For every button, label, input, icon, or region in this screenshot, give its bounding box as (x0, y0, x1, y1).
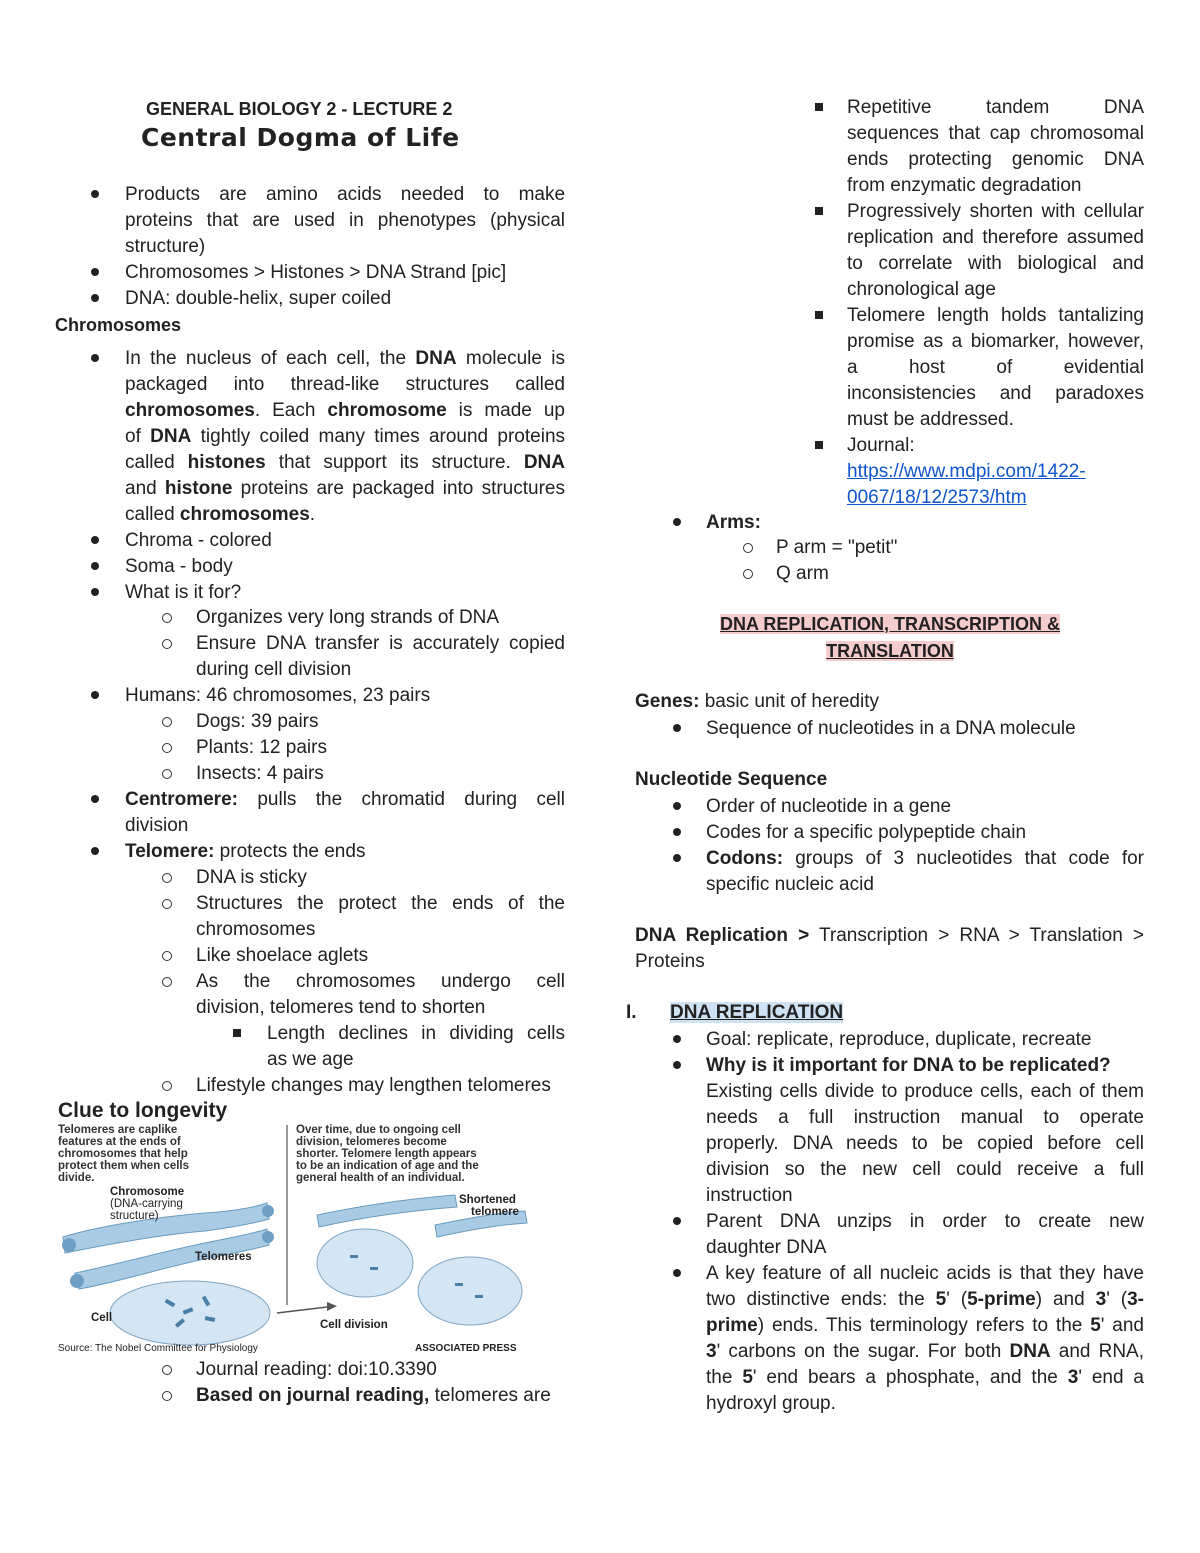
repetitive-item-cont: from enzymatic degradation (847, 175, 1082, 196)
bullet-circle-icon (162, 951, 172, 961)
based-on-item (196, 1383, 551, 1409)
bullet-dot-icon (91, 190, 99, 198)
undergo-item-cont: division, telomeres tend to shorten (196, 997, 486, 1018)
telomeres-label: Telomeres (195, 1251, 252, 1263)
word: in (348, 210, 364, 231)
text: histones (187, 452, 266, 473)
section-heading-line: DNA REPLICATION, TRANSCRIPTION & (720, 614, 1060, 634)
replication-heading (670, 1000, 843, 1026)
bullet-circle-icon (162, 639, 172, 649)
text: DNA (523, 452, 565, 473)
text: tightly coiled many times around proteins (191, 426, 566, 447)
text: chromosomes (125, 400, 255, 421)
shortened-chromosome (317, 1195, 457, 1227)
text: DNA (1009, 1341, 1051, 1362)
shortened-label: Shortened (459, 1194, 516, 1206)
bullet-circle-icon (162, 977, 172, 987)
text: chromosomes (179, 504, 310, 525)
key-feature-item-cont (706, 1339, 1144, 1365)
dna-shape: DNA: double-helix, super coiled (125, 288, 392, 309)
text: . Each (254, 400, 328, 421)
telomere-length-item-cont: must be addressed. (847, 409, 1014, 430)
section-heading (635, 611, 1145, 665)
journal-link-wrap (847, 485, 1027, 511)
word: needed (400, 184, 465, 205)
repetitive-item: Repetitive tandem DNA (847, 97, 1144, 118)
text: ' ( (946, 1289, 968, 1310)
text: is made up (446, 400, 565, 421)
daughter-cell (418, 1257, 522, 1325)
source-label: Source: The Nobel Committee for Physiology (58, 1343, 258, 1354)
organizes-item: Organizes very long strands of DNA (196, 607, 500, 628)
chromo-para-6 (125, 476, 565, 502)
word: used (293, 210, 335, 231)
repetitive-item-cont: sequences that cap chromosomal (847, 123, 1144, 144)
progressively-item-cont: chronological age (847, 279, 996, 300)
nucleotide-item: Codes for a specific polypeptide chain (706, 822, 1027, 843)
text: of (125, 426, 151, 447)
text: DNA (415, 348, 457, 369)
telomere-length-item: Telomere length holds tantalizing (847, 305, 1144, 326)
bullet-dot-icon (91, 691, 99, 699)
bullet-dot-icon (673, 518, 681, 526)
telomere-length-item-cont: a host of evidential (847, 357, 1144, 378)
bullet-dot-icon (91, 847, 99, 855)
structures-item-cont: chromosomes (196, 919, 316, 940)
text: called (125, 452, 188, 473)
caption-left-line: protect them when cells (58, 1160, 190, 1172)
text: 3 (1067, 1367, 1079, 1388)
text: two distinctive ends: the (706, 1289, 936, 1310)
bullet-dot-icon (91, 294, 99, 302)
nucleotide-item: Order of nucleotide in a gene (706, 796, 952, 817)
bullet-dot-icon (673, 1061, 681, 1069)
course-title: GENERAL BIOLOGY 2 - LECTURE 2 (146, 99, 453, 119)
cell-drawing (110, 1281, 270, 1345)
parent-dna-item-cont: daughter DNA (706, 1237, 827, 1258)
telomere-length-item-cont: promise as a biomarker, however, (847, 331, 1144, 352)
cell-label: Cell (91, 1312, 113, 1324)
chroma-item: Chroma - colored (125, 530, 272, 551)
term: Centromere: (125, 789, 238, 810)
bullet-circle-icon (162, 743, 172, 753)
journal-label: Journal: (847, 435, 915, 456)
cell-division-label: Cell division (320, 1319, 388, 1331)
key-feature-item-cont (706, 1313, 1144, 1339)
plants-item: Plants: 12 pairs (196, 737, 327, 758)
replication-heading-text: DNA REPLICATION (670, 1002, 844, 1023)
text: ) and (1035, 1289, 1096, 1310)
why-answer: Existing cells divide to produce cells, each of them (706, 1081, 1144, 1102)
text: protects the ends (214, 841, 366, 862)
journal-reading-item: Journal reading: doi:10.3390 (196, 1359, 437, 1380)
bullet-circle-icon (162, 899, 172, 909)
word: (physical (490, 210, 566, 231)
bullet-circle-icon (162, 769, 172, 779)
centromere-item (125, 787, 565, 813)
bullet-dot-icon (673, 854, 681, 862)
intro-line-3: structure) (125, 236, 206, 257)
intro-line-2 (125, 208, 565, 234)
text: ' end bears a phosphate, and the (752, 1367, 1068, 1388)
chromo-para-2: packaged into thread-like structures called (125, 374, 565, 395)
term: Telomere: (125, 841, 215, 862)
p-arm-item: P arm = "petit" (776, 537, 898, 558)
dogs-item: Dogs: 39 pairs (196, 711, 319, 732)
text: telomeres are (429, 1385, 551, 1406)
text: In the nucleus of each cell, the (125, 348, 416, 369)
document-title: Central Dogma of Life (141, 123, 460, 152)
term: DNA Replication > (635, 925, 810, 946)
text: and RNA, (1050, 1341, 1144, 1362)
telomere-illustration (55, 1095, 565, 1357)
bullet-dot-icon (91, 268, 99, 276)
goal-item: Goal: replicate, reproduce, duplicate, recreate (706, 1029, 1092, 1050)
bullet-circle-icon (162, 1365, 172, 1375)
bullet-dot-icon (91, 588, 99, 596)
key-feature-item-cont: hydroxyl group. (706, 1393, 836, 1414)
text: and (125, 478, 165, 499)
intro-line-1 (125, 182, 565, 208)
undergo-item: As the chromosomes undergo cell (196, 971, 565, 992)
text: . (309, 504, 316, 525)
caption-left-line: features at the ends of (58, 1136, 181, 1148)
roman-numeral: I. (626, 1002, 637, 1023)
text: 5 (935, 1289, 947, 1310)
caption-right-line: Over time, due to ongoing cell (296, 1124, 461, 1136)
lifestyle-item: Lifestyle changes may lengthen telomeres (196, 1075, 551, 1096)
word: amino (266, 184, 318, 205)
ensure-item-cont: during cell division (196, 659, 352, 680)
chromosome-sublabel: structure) (110, 1210, 159, 1222)
length-item: Length declines in dividing cells (267, 1023, 565, 1044)
term: Codons: (706, 848, 784, 869)
text: 5 (1090, 1315, 1101, 1336)
q-arm-item: Q arm (776, 563, 829, 584)
centromere-item-cont: division (125, 815, 189, 836)
progressively-item-cont: to correlate with biological and (847, 253, 1144, 274)
bullet-square-icon (233, 1029, 241, 1037)
term: Based on journal reading, (196, 1385, 430, 1406)
chromo-para-4 (125, 424, 565, 450)
caption-left-line: chromosomes that help (58, 1148, 188, 1160)
why-question: Why is it important for DNA to be replicated? (706, 1055, 1111, 1076)
chromo-para-1 (125, 346, 565, 372)
caption-right-line: general health of an individual. (296, 1172, 465, 1184)
text: prime (706, 1315, 758, 1336)
word: proteins (125, 210, 193, 231)
bullet-dot-icon (91, 562, 99, 570)
nucleotide-heading: Nucleotide Sequence (635, 769, 828, 790)
text: pulls the chromatid during cell (237, 789, 565, 810)
text: molecule is (456, 348, 565, 369)
what-for-item: What is it for? (125, 582, 242, 603)
bullet-square-icon (815, 103, 823, 111)
bullet-dot-icon (673, 1035, 681, 1043)
bullet-dot-icon (91, 795, 99, 803)
text: called (125, 504, 180, 525)
text: proteins are packaged into structures (232, 478, 565, 499)
sticky-item: DNA is sticky (196, 867, 307, 888)
structures-item: Structures the protect the ends of the (196, 893, 565, 914)
codons-item-cont: specific nucleic acid (706, 874, 874, 895)
bullet-circle-icon (162, 613, 172, 623)
text: groups of 3 nucleotides that code for (783, 848, 1144, 869)
bullet-dot-icon (91, 354, 99, 362)
soma-item: Soma - body (125, 556, 233, 577)
chromosome-hierarchy: Chromosomes > Histones > DNA Strand [pic] (125, 262, 507, 283)
text: basic unit of heredity (699, 691, 879, 712)
codons-item (706, 846, 1144, 872)
bullet-circle-icon (162, 1391, 172, 1401)
chromosome-drawing (62, 1203, 274, 1289)
humans-item: Humans: 46 chromosomes, 23 pairs (125, 685, 431, 706)
why-answer: division so the new cell could receive a full (706, 1159, 1144, 1180)
word: are (252, 210, 280, 231)
text: chromosome (327, 400, 447, 421)
text: ' carbons on the sugar. For both (716, 1341, 1010, 1362)
press-label: ASSOCIATED PRESS (415, 1343, 517, 1354)
bullet-dot-icon (91, 536, 99, 544)
journal-link-cont[interactable]: 0067/18/12/2573/htm (847, 487, 1027, 508)
bullet-square-icon (815, 441, 823, 449)
journal-link[interactable]: https://www.mdpi.com/1422- (847, 461, 1086, 482)
telomere-figure (55, 1095, 565, 1357)
text: that support its structure. (265, 452, 524, 473)
text: 3 (1095, 1289, 1107, 1310)
arrow-icon (327, 1302, 337, 1311)
bullet-circle-icon (162, 717, 172, 727)
length-item-cont: as we age (267, 1049, 354, 1070)
key-feature-item-cont (706, 1287, 1144, 1313)
text: ' ( (1106, 1289, 1128, 1310)
text: ' and (1100, 1315, 1144, 1336)
bullet-circle-icon (162, 1081, 172, 1091)
caption-left-line: divide. (58, 1172, 95, 1184)
shortened-label: telomere (471, 1206, 519, 1218)
text: Transcription > RNA > Translation > (809, 925, 1144, 946)
word: Products (125, 184, 200, 205)
text: 5 (742, 1367, 753, 1388)
bullet-dot-icon (673, 1217, 681, 1225)
bullet-circle-icon (162, 873, 172, 883)
arms-item: Arms: (706, 512, 761, 533)
telomere-item (125, 839, 365, 865)
why-answer: properly. DNA needs to be copied before cell (706, 1133, 1144, 1154)
chromosome-sublabel: (DNA-carrying (110, 1198, 183, 1210)
text: 5-prime (967, 1289, 1036, 1310)
caption-right-line: division, telomeres become (296, 1136, 447, 1148)
bullet-dot-icon (673, 1269, 681, 1277)
daughter-cell (317, 1229, 413, 1297)
repetitive-item-cont: ends protecting genomic DNA (847, 149, 1144, 170)
central-dogma-flow-cont: Proteins (635, 951, 705, 972)
bullet-dot-icon (673, 802, 681, 810)
why-answer: needs a full instruction manual to operate (706, 1107, 1144, 1128)
progressively-item-cont: replication and therefore assumed (847, 227, 1144, 248)
figure-title: Clue to longevity (58, 1099, 228, 1122)
word: to (483, 184, 500, 205)
text: DNA (150, 426, 192, 447)
word: acids (337, 184, 382, 205)
section-heading-line: TRANSLATION (826, 641, 954, 661)
chromo-para-5 (125, 450, 565, 476)
word: phenotypes (377, 210, 477, 231)
genes-definition (635, 689, 879, 715)
chromo-para-3 (125, 398, 565, 424)
shoelace-item: Like shoelace aglets (196, 945, 369, 966)
key-feature-item-cont (706, 1365, 1144, 1391)
central-dogma-flow (635, 923, 1144, 949)
bullet-dot-icon (673, 724, 681, 732)
genes-bullet: Sequence of nucleotides in a DNA molecule (706, 718, 1076, 739)
chromosomes-heading: Chromosomes (55, 315, 182, 335)
text: the (706, 1367, 743, 1388)
caption-right-line: shorter. Telomere length appears (296, 1148, 477, 1160)
insects-item: Insects: 4 pairs (196, 763, 324, 784)
bullet-dot-icon (673, 828, 681, 836)
bullet-square-icon (815, 207, 823, 215)
caption-right-line: to be an indication of age and the (296, 1160, 479, 1172)
word: are (219, 184, 247, 205)
parent-dna-item: Parent DNA unzips in order to create new (706, 1211, 1144, 1232)
bullet-circle-icon (743, 569, 753, 579)
progressively-item: Progressively shorten with cellular (847, 201, 1144, 222)
bullet-square-icon (815, 311, 823, 319)
telomere-length-item-cont: inconsistencies and paradoxes (847, 383, 1144, 404)
text: 3 (706, 1341, 717, 1362)
text: 3- (1127, 1289, 1145, 1310)
text: ' end a (1078, 1367, 1144, 1388)
term: Genes: (635, 691, 700, 712)
text: histone (164, 478, 233, 499)
bullet-circle-icon (743, 543, 753, 553)
word: make (518, 184, 566, 205)
text: ) ends. This terminology refers to the (757, 1315, 1091, 1336)
chromo-para-7 (125, 502, 315, 528)
why-answer: instruction (706, 1185, 793, 1206)
caption-left-line: Telomeres are caplike (58, 1124, 178, 1136)
key-feature-item: A key feature of all nucleic acids is that they have (706, 1263, 1144, 1284)
word: that (206, 210, 239, 231)
journal-link-wrap (847, 459, 1086, 485)
chromosome-label: Chromosome (110, 1186, 185, 1198)
ensure-item: Ensure DNA transfer is accurately copied (196, 633, 565, 654)
